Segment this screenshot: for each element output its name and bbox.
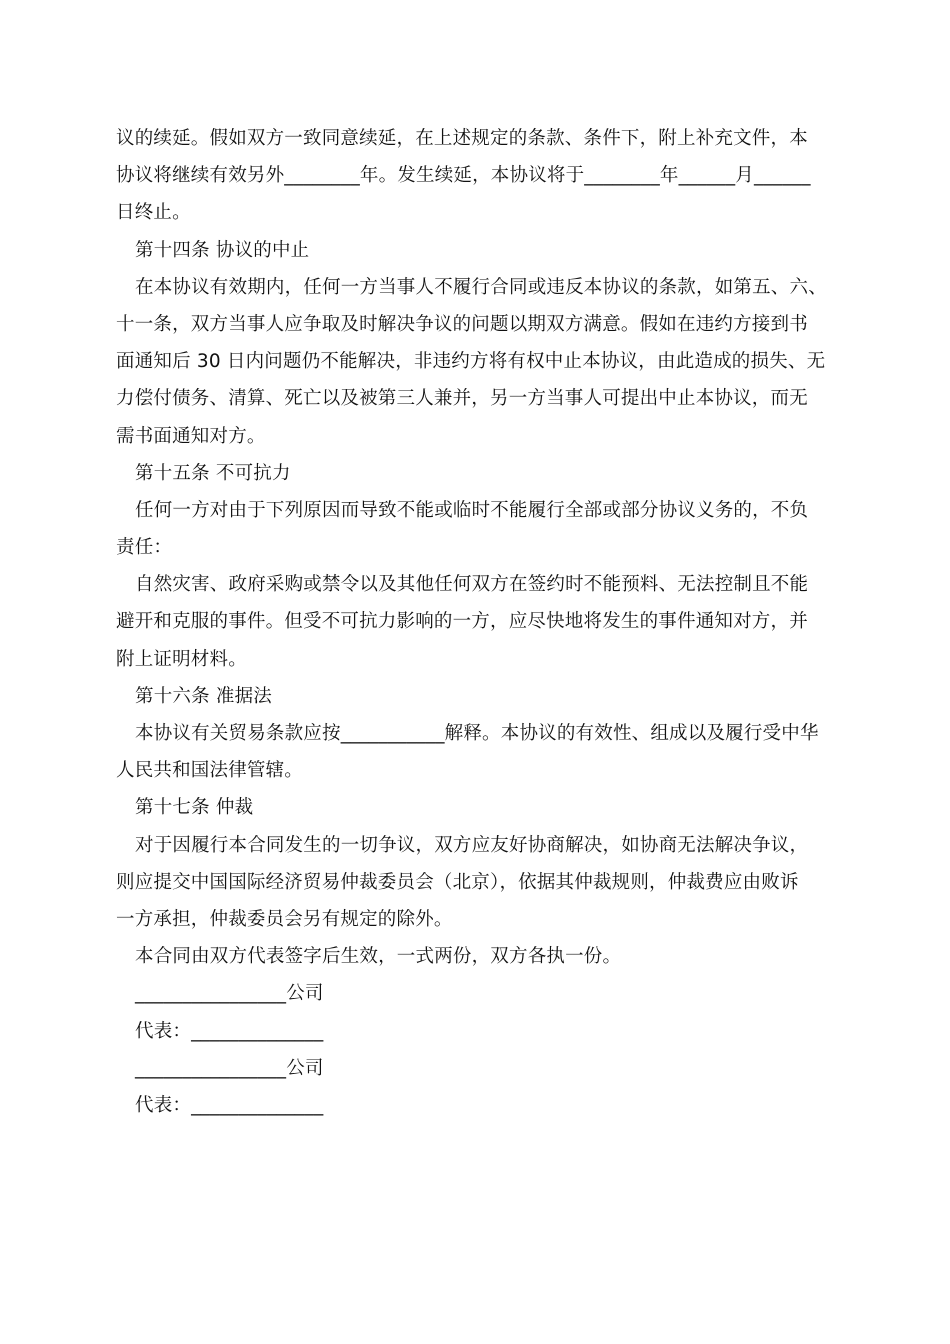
text-line: 本协议有关贸易条款应按___________解释。本协议的有效性、组成以及履行受中华 [135, 723, 819, 744]
text-line: 对于因履行本合同发生的一切争议，双方应友好协商解决，如协商无法解决争议， [135, 834, 809, 856]
text-line: 在本协议有效期内，任何一方当事人不履行合同或违反本协议的条款，如第五、六、 [135, 276, 827, 298]
text-line: 协议将继续有效另外________年。发生续延，本协议将于________年______月______ [116, 165, 811, 187]
text-line: 需书面通知对方。 [116, 425, 266, 447]
text-line: 力偿付债务、清算、死亡以及被第三人兼并，另一方当事人可提出中止本协议，而无 [116, 388, 808, 410]
text-line: 责任： [116, 537, 173, 559]
representative-line-1: 代表：______________ [135, 1020, 324, 1042]
text-line: 则应提交中国国际经济贸易仲裁委员会（北京），依据其仲裁规则，仲裁费应由败诉 [116, 871, 799, 893]
section-heading-16: 第十六条 准据法 [135, 685, 272, 707]
company-signature-line-2: ________________公司 [135, 1057, 324, 1079]
text-line: 附上证明材料。 [116, 648, 247, 670]
section-heading-17: 第十七条 仲裁 [135, 797, 254, 819]
text-line: 任何一方对由于下列原因而导致不能或临时不能履行全部或部分协议义务的，不负 [135, 499, 809, 521]
text-line: 人民共和国法律管辖。 [116, 760, 304, 782]
effectiveness-clause: 本合同由双方代表签字后生效，一式两份，双方各执一份。 [135, 946, 622, 968]
text-line: 一方承担，仲裁委员会另有规定的除外。 [116, 908, 453, 930]
text-line: 十一条，双方当事人应争取及时解决争议的问题以期双方满意。假如在违约方接到书 [116, 313, 808, 335]
company-signature-line-1: ________________公司 [135, 983, 324, 1005]
text-line: 避开和克服的事件。但受不可抗力影响的一方，应尽快地将发生的事件通知对方，并 [116, 611, 808, 633]
text-line: 自然灾害、政府采购或禁令以及其他任何双方在签约时不能预料、无法控制且不能 [135, 574, 809, 596]
section-heading-14: 第十四条 协议的中止 [135, 239, 310, 261]
text-line: 日终止。 [116, 202, 191, 224]
text-line: 议的续延。假如双方一致同意续延，在上述规定的条款、条件下，附上补充文件，本 [116, 128, 808, 149]
section-heading-15: 第十五条 不可抗力 [135, 462, 291, 484]
representative-line-2: 代表：______________ [135, 1094, 324, 1116]
document-body [116, 120, 838, 1124]
text-line: 面通知后 30 日内问题仍不能解决，非违约方将有权中止本协议，由此造成的损失、无 [116, 351, 826, 373]
